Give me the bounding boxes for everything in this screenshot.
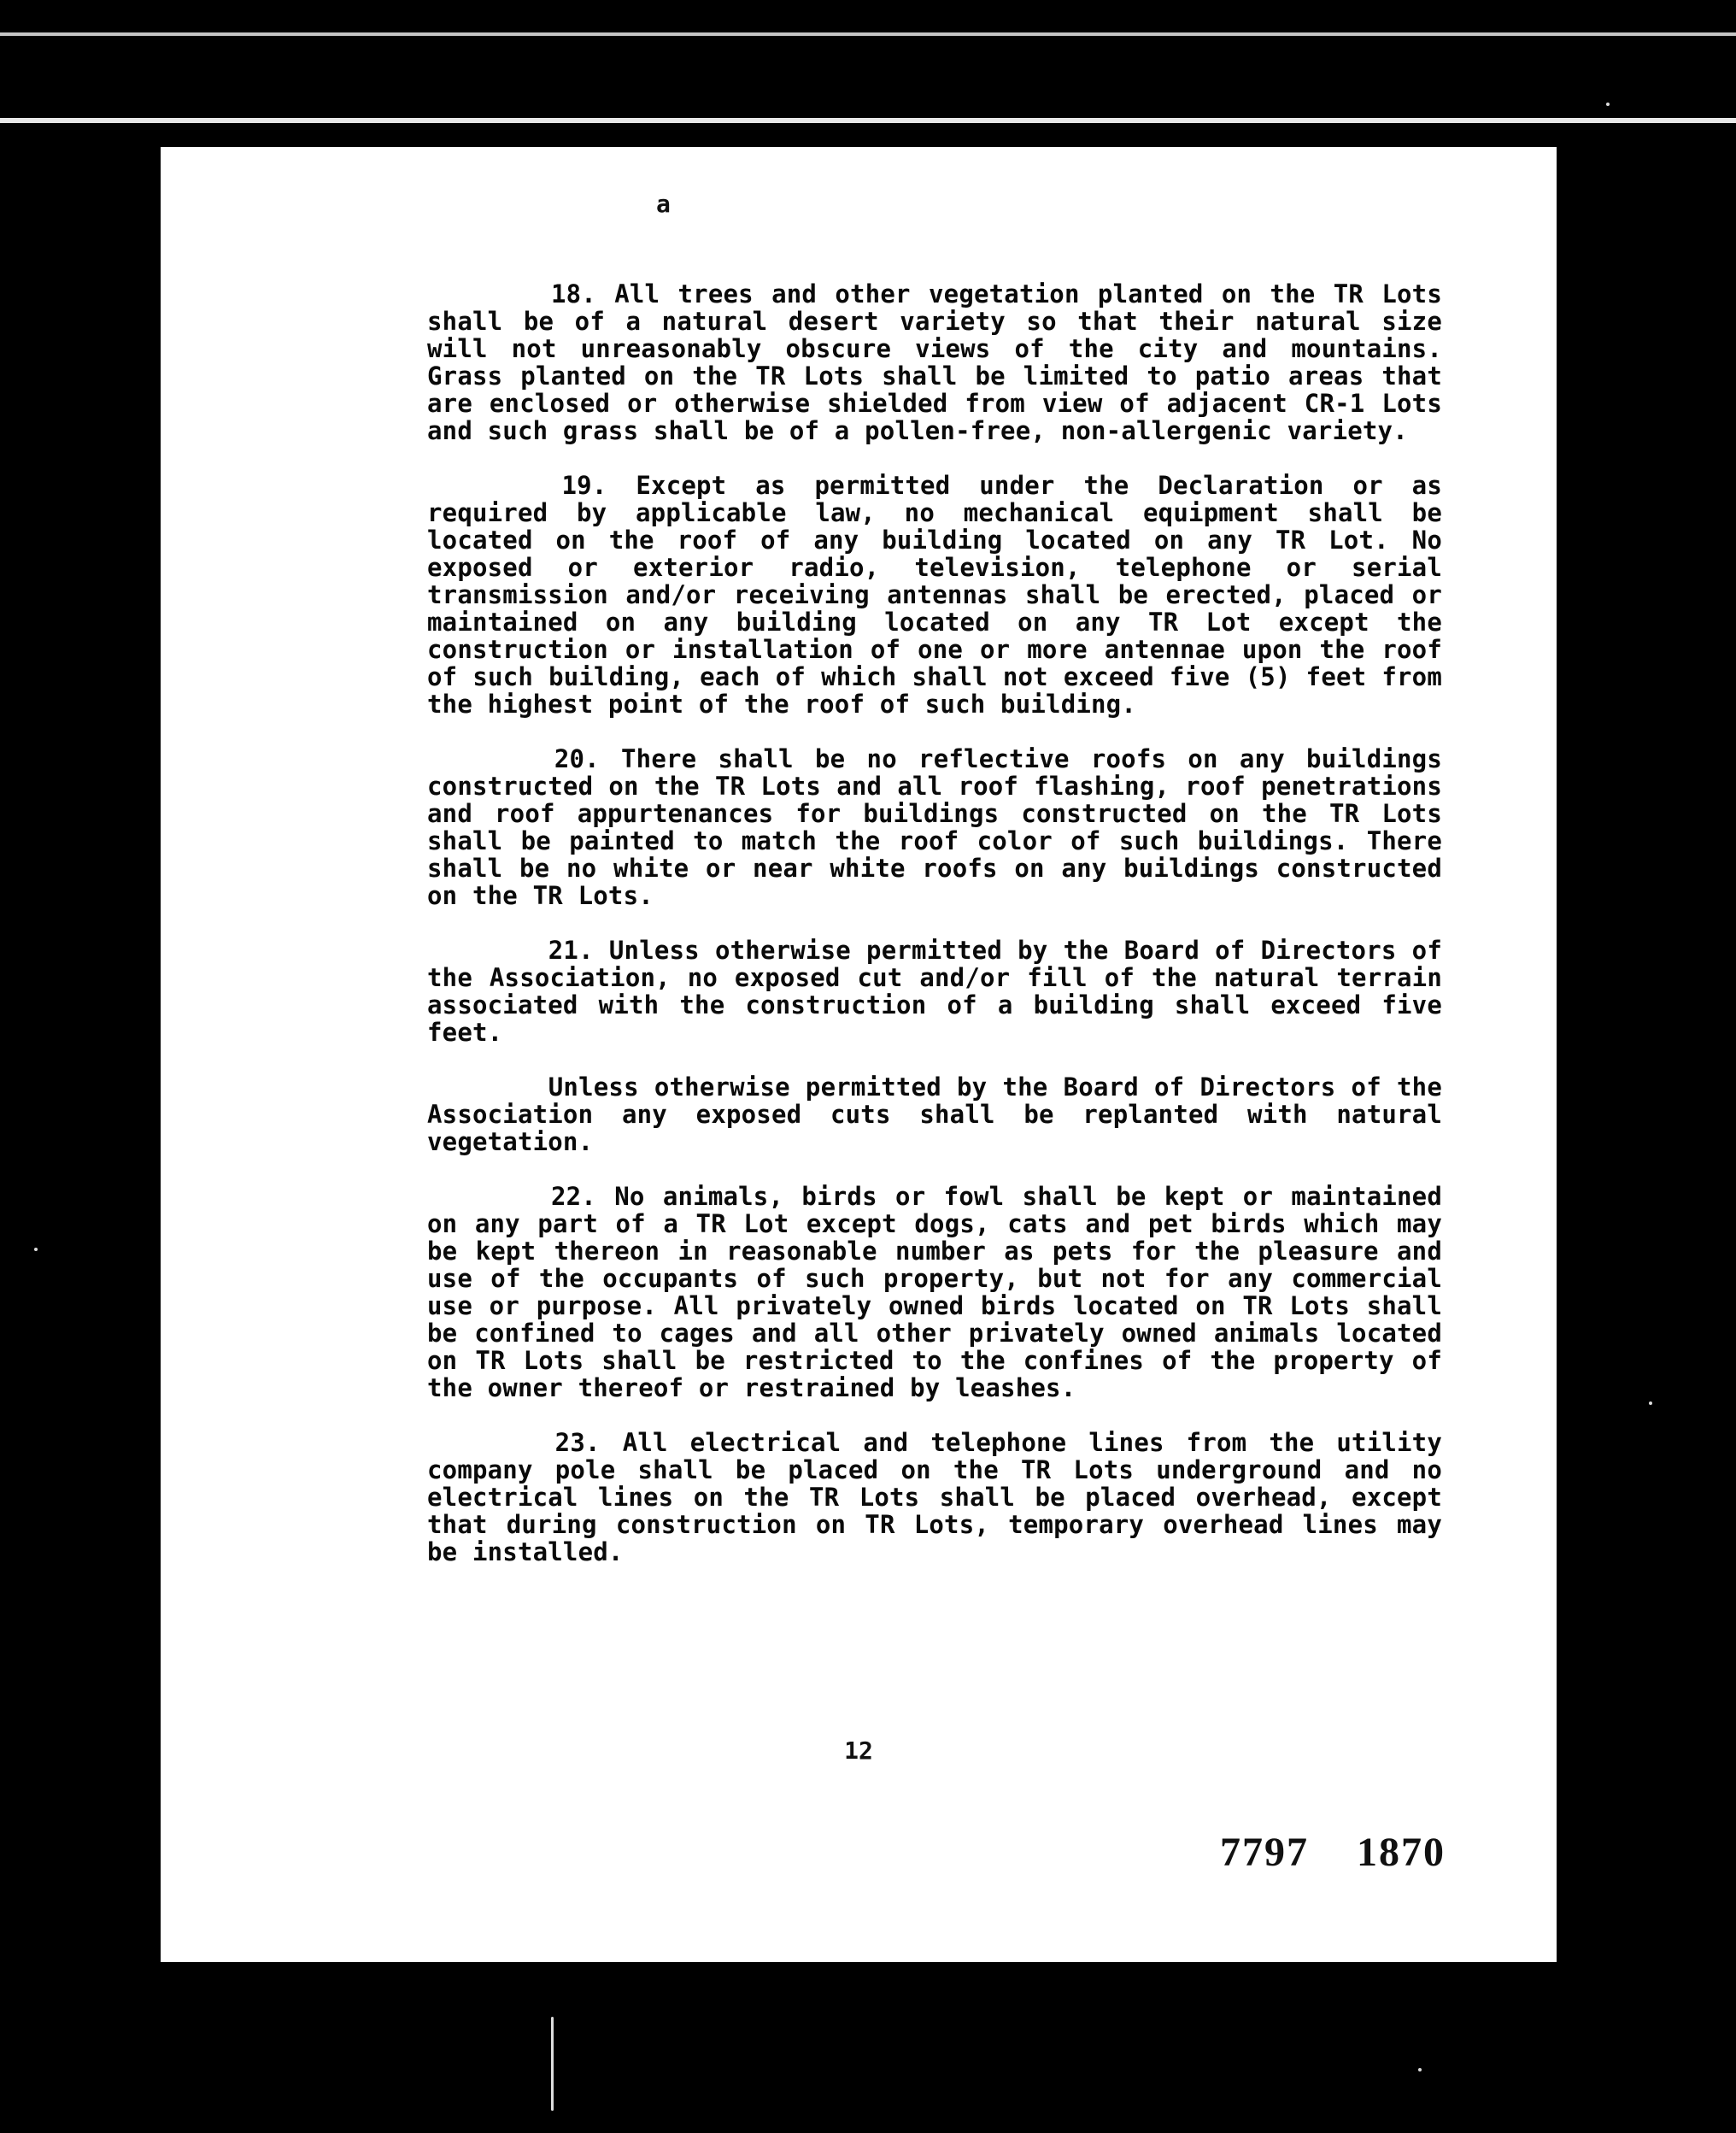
dust-speck <box>551 2017 554 2111</box>
paragraph-22: 22. No animals, birds or fowl shall be kept or maintained on any part of a TR Lot except dogs, cats and pet birds which may be kept thereon in reasonable number as pets for the pleasure and use of the occupants of such property, but not for any commercial use or purpose. All privately owned birds located on TR Lots shall be confined to cages and all other privately owned animals located on TR Lots shall be restricted to the confines of the property of the owner thereof or restrained by leashes. <box>427 1182 1457 1402</box>
dust-speck <box>1606 103 1610 106</box>
stamp-page-number: 1870 <box>1357 1830 1446 1875</box>
paragraph-19: 19. Except as permitted under the Declaration or as required by applicable law, no mechanical equipment shall be located on the roof of any building located on any TR Lot. No exposed or exterior radio, television, telephone or serial transmission and/or receiving antennas shall be erected, placed or maintained on any building located on any TR Lot except the construction or installation of one or more antennae upon the roof of such building, each of which shall not exceed five (5) feet from the highest point of the roof of such building. <box>427 471 1457 719</box>
top-mark: a <box>656 190 671 218</box>
paragraph-20: 20. There shall be no reflective roofs on any buildings constructed on the TR Lots and all roof flashing, roof penetrations and roof appurtenances for buildings constructed on the TR Lots shall be painted to match the roof color of such buildings. There shall be no white or near white roofs on any buildings constructed on the TR Lots. <box>427 744 1457 910</box>
scan-line-top <box>0 32 1736 36</box>
paragraph-21-continued: Unless otherwise permitted by the Board of Directors of the Association any exposed cuts shall be replanted with natural vegetation. <box>427 1072 1457 1156</box>
paragraph-18: 18. All trees and other vegetation planted on the TR Lots shall be of a natural desert variety so that their natural size will not unreasonably obscure views of the city and mountains. Grass planted on the TR Lots shall be limited to patio areas that are enclosed or otherwise shielded from view of adjacent CR-1 Lots and such grass shall be of a pollen-free, non-allergenic variety. <box>427 279 1457 445</box>
recording-stamp <box>1220 1829 1446 1876</box>
dust-speck <box>1418 2068 1422 2071</box>
stamp-book-number: 7797 <box>1220 1830 1309 1875</box>
paragraph-23: 23. All electrical and telephone lines from the utility company pole shall be placed on the TR Lots underground and no electrical lines on the TR Lots shall be placed overhead, except that during construction on TR Lots, temporary overhead lines may be installed. <box>427 1428 1457 1566</box>
page-number: 12 <box>844 1736 873 1765</box>
body-text <box>427 279 1457 1593</box>
dust-speck <box>34 1248 38 1251</box>
scan-line-upper <box>0 118 1736 123</box>
dust-speck <box>1649 1401 1652 1405</box>
document-page <box>161 147 1557 1962</box>
paragraph-21: 21. Unless otherwise permitted by the Board of Directors of the Association, no exposed cut and/or fill of the natural terrain associated with the construction of a building shall exceed five feet. <box>427 936 1457 1047</box>
